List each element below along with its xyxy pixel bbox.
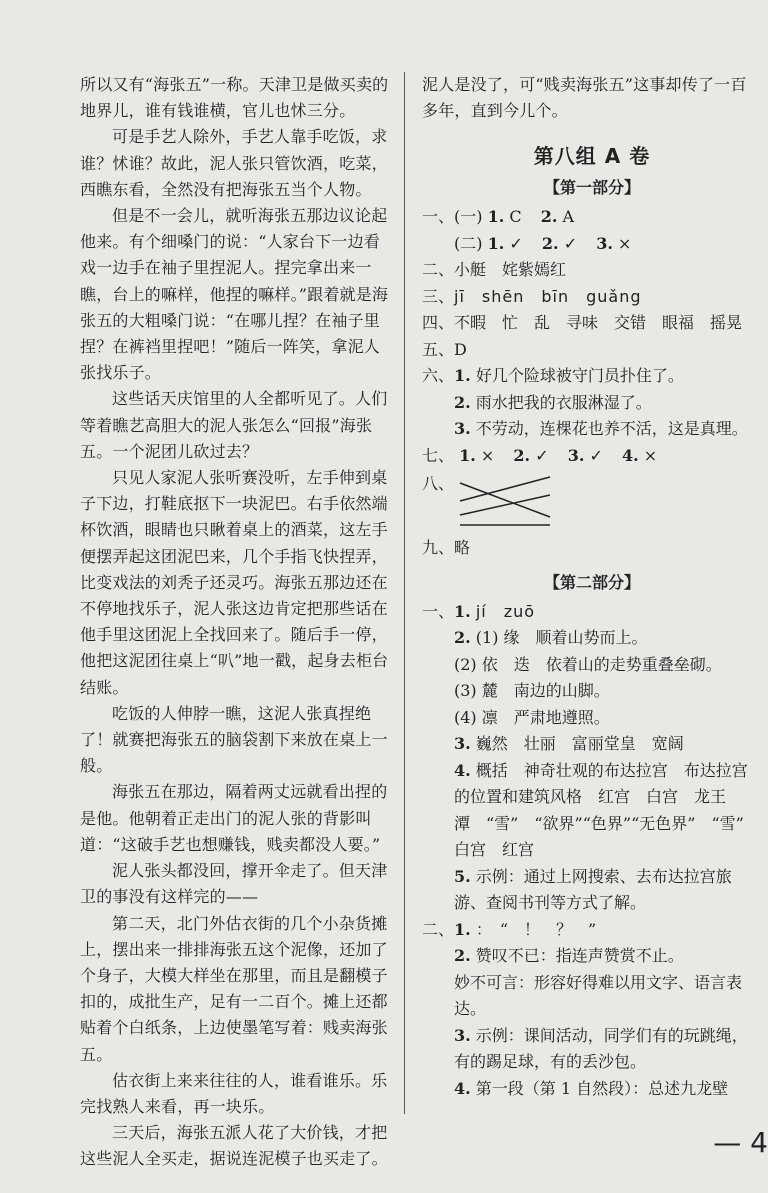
answer-row: (3) 麓 南边的山脚。: [454, 681, 610, 701]
answer-row: 2. 雨水把我的衣服淋湿了。: [454, 392, 652, 412]
passage-paragraph: 吃饭的人伸脖一瞧，这泥人张真捏绝了！就赛把海张五的脑袋割下来放在桌上一般。: [80, 703, 388, 776]
answer-row: 3. 示例：课间活动，同学们有的玩跳绳，有的踢足球，有的丢沙包。: [454, 1025, 748, 1072]
section-title: 第八组 A 卷: [533, 144, 651, 169]
passage-column: [80, 72, 392, 1173]
answer-row: 5. 示例：通过上网搜索、去布达拉宫旅游、查阅书刊等方式了解。: [454, 866, 732, 913]
answer-row: 七、 1. × 2. ✓ 3. ✓ 4. ×: [422, 445, 658, 465]
answer-row: 2. 赞叹不已：指连声赞赏不止。: [454, 946, 684, 966]
answer-row: 一、1. jí zuō: [422, 601, 536, 621]
answer-row: 3. 不劳动，连棵花也养不活，这是真理。: [454, 419, 748, 439]
passage-paragraph: 泥人张头都没回，撑开伞走了。但天津卫的事没有这样完的——: [80, 861, 388, 907]
answer-row: 3. 巍然 壮丽 富丽堂皇 宽阔: [454, 734, 684, 754]
answer-row: 四、不暇 忙 乱 寻味 交错 眼福 摇晃: [422, 313, 743, 333]
answer-row: (2) 依 迭 依着山的走势重叠垒砌。: [454, 654, 722, 674]
passage-paragraph: 第二天，北门外估衣街的几个小杂货摊上，摆出来一排排海张五这个泥像，还加了个身子，大模大样坐在那里，而且是翻模子扣的，成批生产，足有一二百个。摊上还都贴着个白纸条，上边使墨笔写着：贱卖海张五。: [80, 913, 388, 1064]
answer-row: (二) 1. ✓ 2. ✓ 3. ×: [454, 233, 632, 253]
answer-row: 4. 第一段（第 1 自然段）：总述九龙壁: [454, 1078, 729, 1098]
answer-row: 4. 概括 神奇壮观的布达拉宫 布达拉宫的位置和建筑风格 红宫 白宫 龙王潭 “雪” “欲界”“色界”“无色界” “雪” 白宫 红宫: [454, 760, 760, 860]
answer-row: 一、(一) 1. C 2. A: [422, 207, 575, 227]
matching-answer: 八、: [422, 471, 762, 527]
matching-lines: [458, 471, 558, 527]
answers-column: [422, 72, 762, 1102]
answer-row: 2. (1) 缘 顺着山势而上。: [454, 628, 648, 648]
passage-paragraph: 可是手艺人除外，手艺人靠手吃饭，求谁？怵谁？故此，泥人张只管饮酒，吃菜，西瞧东看，全然没有把海张五当个人物。: [80, 127, 388, 199]
passage-paragraph: 三天后，海张五派人花了大价钱，才把这些泥人全买走，据说连泥模子也买走了。: [80, 1123, 388, 1169]
passage-paragraph: 所以又有“海张五”一称。天津卫是做买卖的地界儿，谁有钱谁横，官儿也怵三分。: [80, 75, 389, 121]
answer-row: (4) 凛 严肃地遵照。: [454, 707, 610, 727]
answer-row: 五、D: [422, 339, 467, 359]
passage-paragraph: 但是不一会儿，就听海张五那边议论起他来。有个细嗓门的说：“人家台下一边看戏一边手在袖子里捏泥人。捏完拿出来一瞧，台上的嘛样，他捏的嘛样。”跟着就是海张五的大粗嗓门说：“在哪儿捏？在袖子里捏？在裤裆里捏吧！”随后一阵笑，拿泥人张找乐子。: [80, 206, 389, 383]
answer-row: 二、1. ： “ ！ ？ ”: [422, 919, 597, 939]
page-number: — 4: [713, 1126, 768, 1159]
answer-row: 九、略: [422, 538, 471, 558]
passage-paragraph: 估衣街上来来往往的人，谁看谁乐。乐完找熟人来看，再一块乐。: [80, 1070, 388, 1116]
passage-paragraph: 只见人家泥人张听赛没听，左手伸到桌子下边，打鞋底抠下一块泥巴。右手依然端杯饮酒，眼睛也只瞅着桌上的酒菜，这左手便摆弄起这团泥巴来，几个手指飞快捏弄，比变戏法的刘秃子还灵巧。海张五那边还在不停地找乐子，泥人张这边肯定把那些话在他手里这团泥上全找回来了。随后手一停，他把这泥团往桌上“叭”地一戳，起身去柜台结账。: [80, 468, 389, 697]
passage-paragraph: 海张五在那边，隔着两丈远就看出捏的是他。他朝着正走出门的泥人张的背影叫道：“这破手艺也想赚钱，贱卖都没人要。”: [80, 782, 388, 854]
passage-paragraph: 这些话天庆馆里的人全都听见了。人们等着瞧艺高胆大的泥人张怎么“回报”海张五。一个泥团儿砍过去？: [80, 389, 388, 461]
answer-row: 六、1. 好几个险球被守门员扑住了。: [422, 366, 684, 386]
part2-title: 【第二部分】: [543, 572, 640, 592]
passage-ending: 泥人是没了，可“贱卖海张五”这事却传了一百多年，直到今儿个。: [422, 75, 747, 121]
part1-title: 【第一部分】: [543, 178, 640, 198]
answer-row: 二、小艇 姹紫嫣红: [422, 260, 567, 280]
answer-row: 妙不可言：形容好得难以用文字、语言表达。: [454, 972, 743, 1019]
column-divider: [404, 72, 405, 1114]
answer-row: 三、jī shēn bīn guǎng: [422, 286, 642, 306]
